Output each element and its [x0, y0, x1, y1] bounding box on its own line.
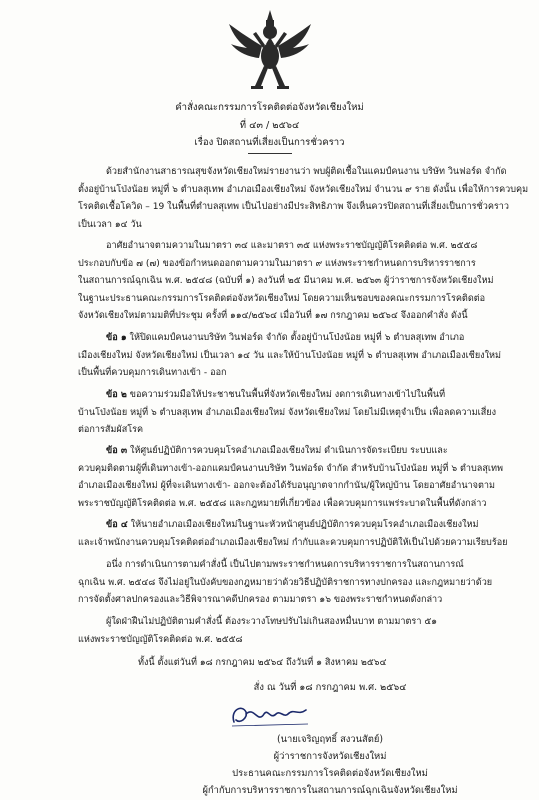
- clause-text: ให้นายอำเภอเมืองเชียงใหม่ในฐานะหัวหน้าศูนย์ปฏิบัติการควบคุมโรคอำเภอเมืองเชียงใหม่: [130, 520, 479, 530]
- other-operations-paragraph: [78, 557, 493, 610]
- clause-2: [78, 387, 497, 440]
- intro-line: โรคติดเชื้อโควิด – 19 ในพื้นที่ตำบลสุเทพ เป็นไปอย่างมีประสิทธิภาพ จึงเห็นควรปิดสถานที่เสี่ยงเป็นการชั่วคราว: [78, 202, 510, 213]
- clause-label: ข้อ ๔: [106, 520, 128, 530]
- intro-line: ตั้งอยู่บ้านโป่งน้อย หมู่ที่ ๖ ตำบลสุเทพ อำเภอเมืองเชียงใหม่ จังหวัดเชียงใหม่ จำนวน ๙ ราย ดังนั้น เพื่อให้การควบคุม: [78, 184, 529, 195]
- clause-label: ข้อ ๑: [106, 333, 127, 343]
- signed-date: สั่ง ณ วันที่ ๑๘ กรกฎาคม พ.ศ. ๒๕๖๔: [253, 682, 407, 693]
- authority-line: ในสถานการณ์ฉุกเฉิน พ.ศ. ๒๕๔๘ (ฉบับที่ ๑) ลงวันที่ ๒๕ มีนาคม พ.ศ. ๒๕๖๓ ผู้ว่าราชการจังหวัดเชียงใหม่: [78, 276, 494, 287]
- clause-line: และเจ้าพนักงานควบคุมโรคติดต่ออำเภอเมืองเชียงใหม่ กำกับและควบคุมการปฏิบัติให้เป็นไปด้วยความเรียบร้อย: [78, 537, 508, 548]
- authority-line: จังหวัดเชียงใหม่ตามมติที่ประชุม ครั้งที่ ๑๑๔/๒๕๖๔ เมื่อวันที่ ๑๗ กรกฎาคม ๒๕๖๔ จึงออกคำสั่ง ดังนี้: [78, 311, 468, 322]
- authority-paragraph: [78, 238, 494, 326]
- clause-line: ต่อการสัมผัสโรค: [78, 425, 144, 436]
- signatory-role-chair: ประธานคณะกรรมการโรคติดต่อจังหวัดเชียงใหม่: [232, 768, 428, 779]
- clause-line: [78, 387, 478, 405]
- other-line: การจัดตั้งศาลปกครองและวิธีพิจารณาคดีปกครอง ตามมาตรา ๑๖ ของพระราชกำหนดดังกล่าว: [78, 595, 443, 606]
- intro-line: ด้วยสำนักงานสาธารณสุขจังหวัดเชียงใหม่รายงานว่า พบผู้ติดเชื้อในแคมป์คนงาน บริษัท วินฟอร์ด จำกัด: [106, 167, 507, 177]
- order-number: ที่ ๔๓ / ๒๕๖๔: [239, 120, 300, 131]
- clause-line: บ้านโป่งน้อย หมู่ที่ ๖ ตำบลสุเทพ อำเภอเมืองเชียงใหม่ จังหวัดเชียงใหม่ โดยไม่มีเหตุจำเป็น เพื่อลดความเสี่ยง: [78, 407, 497, 418]
- clause-1: [78, 330, 502, 383]
- clause-text: ให้ศูนย์ปฏิบัติการควบคุมโรคอำเภอเมืองเชียงใหม่ ดำเนินการจัดระเบียบ ระบบและ: [129, 446, 448, 456]
- clause-text: ให้ปิดแคมป์คนงานบริษัท วินฟอร์ด จำกัด ตั้งอยู่บ้านโป่งน้อย หมู่ที่ ๖ ตำบลสุเทพ อำเภอ: [129, 333, 465, 343]
- clause-text: ขอความร่วมมือให้ประชาชนในพื้นที่จังหวัดเชียงใหม่ งดการเดินทางเข้าไปในพื้นที่: [129, 390, 446, 400]
- authority-line: อาศัยอำนาจตามความในมาตรา ๓๔ และมาตรา ๓๕ แห่งพระราชบัญญัติโรคติดต่อ พ.ศ. ๒๕๕๘: [106, 241, 478, 251]
- clause-line: อำเภอเมืองเชียงใหม่ ผู้ที่จะเดินทางเข้า- ออกจะต้องได้รับอนุญาตจากกำนัน/ผู้ใหญ่บ้าน โดยอาศัยอำนาจตาม: [78, 481, 495, 492]
- effective-period: [78, 655, 478, 673]
- penalty-line: ผู้ใดฝ่าฝืนไม่ปฏิบัติตามคำสั่งนี้ ต้องระวางโทษปรับไม่เกินสองหมื่นบาท ตามมาตรา ๕๑: [106, 617, 437, 627]
- garuda-emblem-icon: [225, 6, 315, 96]
- clause-label: ข้อ ๒: [106, 390, 127, 400]
- penalty-line: แห่งพระราชบัญญัติโรคติดต่อ พ.ศ. ๒๕๕๘: [78, 634, 243, 645]
- authority-line: ประกอบกับข้อ ๗ (๗) ของข้อกำหนดออกตามความในมาตรา ๙ แห่งพระราชกำหนดการบริหารราชการ: [78, 258, 476, 269]
- intro-paragraph: [78, 164, 529, 234]
- clause-line: ควบคุมติดตามผู้ที่เดินทางเข้า-ออกแคมป์คนงานบริษัท วินฟอร์ด จำกัด สำหรับบ้านโป่งน้อย หมู่ที่ ๖ ตำบลสุเทพ: [78, 463, 503, 474]
- clause-line: เมืองเชียงใหม่ จังหวัดเชียงใหม่ เป็นเวลา ๑๔ วัน และให้บ้านโป่งน้อย หมู่ที่ ๖ ตำบลสุเทพ อำเภอเมืองเชียงใหม่: [78, 350, 502, 361]
- clause-3: [78, 443, 503, 513]
- clause-line: [78, 330, 478, 348]
- header-divider: [248, 153, 292, 154]
- order-subject: เรื่อง ปิดสถานที่เสี่ยงเป็นการชั่วคราว: [194, 137, 345, 148]
- signatory-name: (นายเจริญฤทธิ์ สงวนสัตย์): [276, 734, 384, 745]
- order-issuer: คำสั่งคณะกรรมการโรคติดต่อจังหวัดเชียงใหม่: [175, 102, 364, 113]
- other-line: ฉุกเฉิน พ.ศ. ๒๕๔๘ จึงไม่อยู่ในบังคับของกฎหมายว่าด้วยวิธีปฏิบัติราชการทางปกครอง และกฎหมายว่าด้วย: [78, 577, 493, 588]
- handwritten-signature: [228, 700, 312, 730]
- signatory-position: ผู้ว่าราชการจังหวัดเชียงใหม่: [273, 751, 387, 762]
- intro-line: เป็นเวลา ๑๔ วัน: [78, 219, 142, 230]
- clause-line: เป็นพื้นที่ควบคุมการเดินทางเข้า - ออก: [78, 368, 227, 379]
- other-line: อนึ่ง การดำเนินการตามคำสั่งนี้ เป็นไปตามพระราชกำหนดการบริหารราชการในสถานการณ์: [106, 560, 464, 570]
- penalty-paragraph: [78, 614, 478, 649]
- clause-line: พระราชบัญญัติโรคติดต่อ พ.ศ. ๒๕๕๘ และกฎหมายที่เกี่ยวข้อง เพื่อควบคุมการแพร่ระบาดในพื้นที่ดังกล่าว: [78, 498, 487, 509]
- clause-line: [78, 517, 478, 535]
- clause-4: [78, 517, 508, 552]
- effective-line: ทั้งนี้ ตั้งแต่วันที่ ๑๘ กรกฎาคม ๒๕๖๔ ถึงวันที่ ๑ สิงหาคม ๒๕๖๔: [138, 658, 387, 668]
- clause-label: ข้อ ๓: [106, 446, 128, 456]
- clause-line: [78, 443, 478, 461]
- signatory-role-emergency: ผู้กำกับการบริหารราชการในสถานการณ์ฉุกเฉินจังหวัดเชียงใหม่: [202, 785, 458, 796]
- authority-line: ในฐานะประธานคณะกรรมการโรคติดต่อจังหวัดเชียงใหม่ โดยความเห็นชอบของคณะกรรมการโรคติดต่อ: [78, 293, 486, 304]
